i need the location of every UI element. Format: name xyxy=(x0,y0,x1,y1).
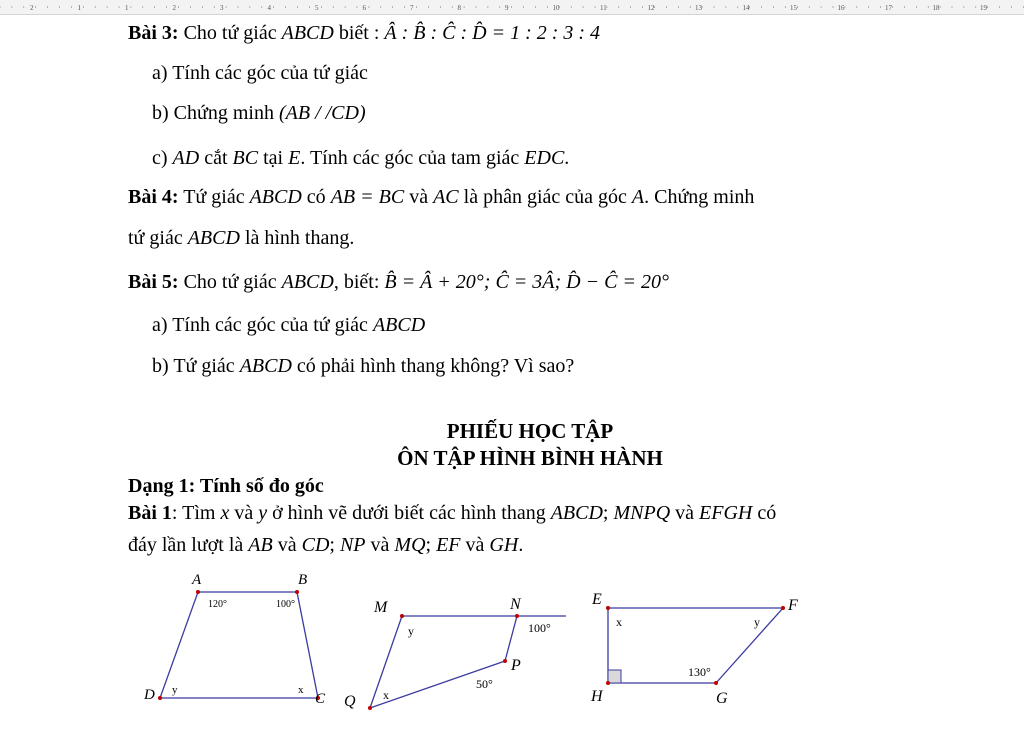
ruler-number: 2 xyxy=(172,4,176,12)
bai4-line2abcd: ABCD xyxy=(187,227,240,249)
angle-b-label: 100° xyxy=(276,599,295,610)
bai5-expr: B̂ = Â + 20°; Ĉ = 3Â; D̂ − Ĉ = 20° xyxy=(384,271,669,293)
bai4-t1: Tứ giác xyxy=(183,186,245,208)
vertex-p xyxy=(503,659,507,663)
ruler-number: 10 xyxy=(552,4,560,12)
bai1-l2c: ; xyxy=(329,534,335,556)
ruler-number: 19 xyxy=(980,4,987,12)
ruler-number: 14 xyxy=(742,4,750,12)
bai5-t1: Cho tứ giác xyxy=(183,271,277,293)
bai1-abcd: ABCD xyxy=(550,502,603,524)
bai3-c-t2: tại xyxy=(263,147,284,169)
bai3-biet: biết : xyxy=(338,22,380,44)
angle-y-label-3: y xyxy=(754,615,760,629)
figure-mnpq xyxy=(344,596,566,710)
bai4-t5: . Chứng minh xyxy=(644,186,755,208)
document-page xyxy=(0,15,1024,744)
bai4-a: A xyxy=(631,186,645,208)
bai5-label: Bài 5: xyxy=(128,271,179,293)
bai1-y: y xyxy=(258,502,268,524)
label-n: N xyxy=(510,596,521,613)
ruler-number: 13 xyxy=(695,4,702,12)
ruler-number: 5 xyxy=(315,4,319,12)
heading-line1: PHIẾU HỌC TẬP xyxy=(446,419,614,443)
bai1-gh: GH xyxy=(489,534,519,556)
bai3-b-expr: (AB / /CD) xyxy=(278,102,366,124)
ruler-number: 7 xyxy=(410,4,414,12)
ruler-number: 8 xyxy=(457,4,461,12)
bai1-t3: ở hình vẽ dưới biết các hình thang xyxy=(272,502,546,524)
label-b: B xyxy=(298,572,308,588)
bai1-l2f: và xyxy=(465,534,485,556)
ruler-number: 1 xyxy=(125,4,129,12)
bai3-text: Cho tứ giác xyxy=(183,22,277,44)
bai3-c-t1: cắt xyxy=(204,147,228,169)
ruler-number: 18 xyxy=(932,4,940,12)
bai1-sep1: ; xyxy=(602,502,609,524)
bai3-c-edc: EDC xyxy=(524,147,565,169)
bai3-a-marker: a) xyxy=(152,62,168,84)
bai4-t2: có xyxy=(306,186,326,208)
label-q: Q xyxy=(344,693,356,710)
bai1-ab: AB xyxy=(248,534,273,556)
bai5-a-text: Tính các góc của tứ giác xyxy=(172,314,368,336)
bai1-l2b: và xyxy=(277,534,297,556)
bai3-c-ad: AD xyxy=(172,147,200,169)
ruler-number: 15 xyxy=(790,4,797,12)
bai4-line2a: tứ giác xyxy=(128,227,183,249)
bai1-label: Bài 1 xyxy=(128,502,172,524)
bai3-b-text: Chứng minh xyxy=(173,102,274,124)
bai5-a-abcd: ABCD xyxy=(372,314,426,336)
bai3-c-e: E xyxy=(288,147,301,169)
angle-y-label: y xyxy=(172,684,178,696)
bai4-line2b: là hình thang. xyxy=(244,227,355,249)
bai1-efgh: EFGH xyxy=(699,502,753,524)
horizontal-ruler[interactable] xyxy=(0,0,1024,15)
ruler-number: 1 xyxy=(77,4,81,12)
ruler-number: 17 xyxy=(885,4,892,12)
bai1-l2a: đáy lần lượt là xyxy=(128,534,244,556)
label-p: P xyxy=(511,657,521,674)
vertex-d xyxy=(158,696,162,700)
angle-n-label: 100° xyxy=(528,621,551,635)
vertex-a xyxy=(196,590,200,594)
bai5-t2: , biết: xyxy=(333,271,380,293)
bai3-b-marker: b) xyxy=(152,102,169,124)
bai1-l2d: và xyxy=(370,534,390,556)
ruler-number: 12 xyxy=(647,4,655,12)
bai1-np: NP xyxy=(339,534,366,556)
label-f: F xyxy=(788,597,798,614)
vertex-q xyxy=(368,706,372,710)
ruler-number: 4 xyxy=(267,4,271,12)
label-e: E xyxy=(592,591,602,608)
ruler-number: 11 xyxy=(600,4,607,12)
angle-g-label: 130° xyxy=(688,665,711,679)
bai3-name: ABCD xyxy=(281,22,334,44)
bai1-l2g: . xyxy=(518,534,524,556)
bai5-abcd: ABCD xyxy=(281,271,334,293)
bai3-ratio: Â : B̂ : Ĉ : D̂ = 1 : 2 : 3 : 4 xyxy=(384,22,601,44)
angle-x-label: x xyxy=(298,684,304,696)
vertex-g xyxy=(714,681,718,685)
bai1-x: x xyxy=(220,502,230,524)
bai4-ac: AC xyxy=(433,186,459,208)
ruler-number: 2 xyxy=(30,4,34,12)
bai4-abcd: ABCD xyxy=(249,186,302,208)
bai1-mq: MQ xyxy=(394,534,426,556)
angle-p-label: 50° xyxy=(476,677,493,691)
bai3-c-end: . xyxy=(564,147,570,169)
bai4-t4: là phân giác của góc xyxy=(463,186,627,208)
vertex-m xyxy=(400,614,404,618)
figure-efgh xyxy=(590,591,798,707)
bai3-c-t3: . Tính các góc của tam giác xyxy=(300,147,520,169)
ruler-ticks xyxy=(0,0,1024,14)
bai1-t5: có xyxy=(757,502,777,524)
vertex-h xyxy=(606,681,610,685)
ruler-number: 9 xyxy=(505,4,509,12)
label-c: C xyxy=(315,691,326,707)
bai4-t3: và xyxy=(409,186,429,208)
bai4-label: Bài 4: xyxy=(128,186,179,208)
vertex-b xyxy=(295,590,299,594)
figure-abcd xyxy=(143,572,326,707)
angle-x-label-3: x xyxy=(616,615,622,629)
bai1-t1: : Tìm xyxy=(171,502,216,524)
label-m: M xyxy=(374,599,388,616)
vertex-f xyxy=(781,606,785,610)
bai5-b-t2: có phải hình thang không? Vì sao? xyxy=(296,355,575,377)
label-d: D xyxy=(144,687,155,703)
label-h: H xyxy=(591,688,603,705)
ruler-number: 3 xyxy=(220,4,224,12)
bai4-eq: AB = BC xyxy=(330,186,405,208)
bai1-cd: CD xyxy=(301,534,330,556)
bai1-t4: và xyxy=(675,502,695,524)
bai5-b-t1: Tứ giác xyxy=(173,355,235,377)
ruler-number: 16 xyxy=(837,4,845,12)
bai3-label: Bài 3: xyxy=(128,22,179,44)
bai1-ef: EF xyxy=(436,534,461,556)
bai5-b-marker: b) xyxy=(152,355,169,377)
label-g: G xyxy=(716,690,728,707)
right-angle-marker xyxy=(608,670,621,683)
figures xyxy=(0,15,1024,744)
ruler-number: 6 xyxy=(362,4,366,12)
bai1-t2: và xyxy=(234,502,254,524)
bai5-a-marker: a) xyxy=(152,314,168,336)
vertex-n xyxy=(515,614,519,618)
angle-y-label-2: y xyxy=(408,624,414,638)
bai5-b-abcd: ABCD xyxy=(239,355,292,377)
bai3-a-text: Tính các góc của tứ giác xyxy=(172,62,368,84)
vertex-e xyxy=(606,606,610,610)
segment-np xyxy=(505,616,517,661)
label-a: A xyxy=(192,572,202,588)
bai1-l2e: ; xyxy=(425,534,432,556)
dang1-title: Dạng 1: Tính số đo góc xyxy=(128,475,324,497)
bai1-mnpq: MNPQ xyxy=(613,502,671,524)
heading-line2: ÔN TẬP HÌNH BÌNH HÀNH xyxy=(397,446,663,470)
bai3-c-marker: c) xyxy=(152,147,168,169)
angle-x-label-2: x xyxy=(383,688,389,702)
bai3-c-bc: BC xyxy=(232,147,259,169)
angle-a-label: 120° xyxy=(208,599,227,610)
